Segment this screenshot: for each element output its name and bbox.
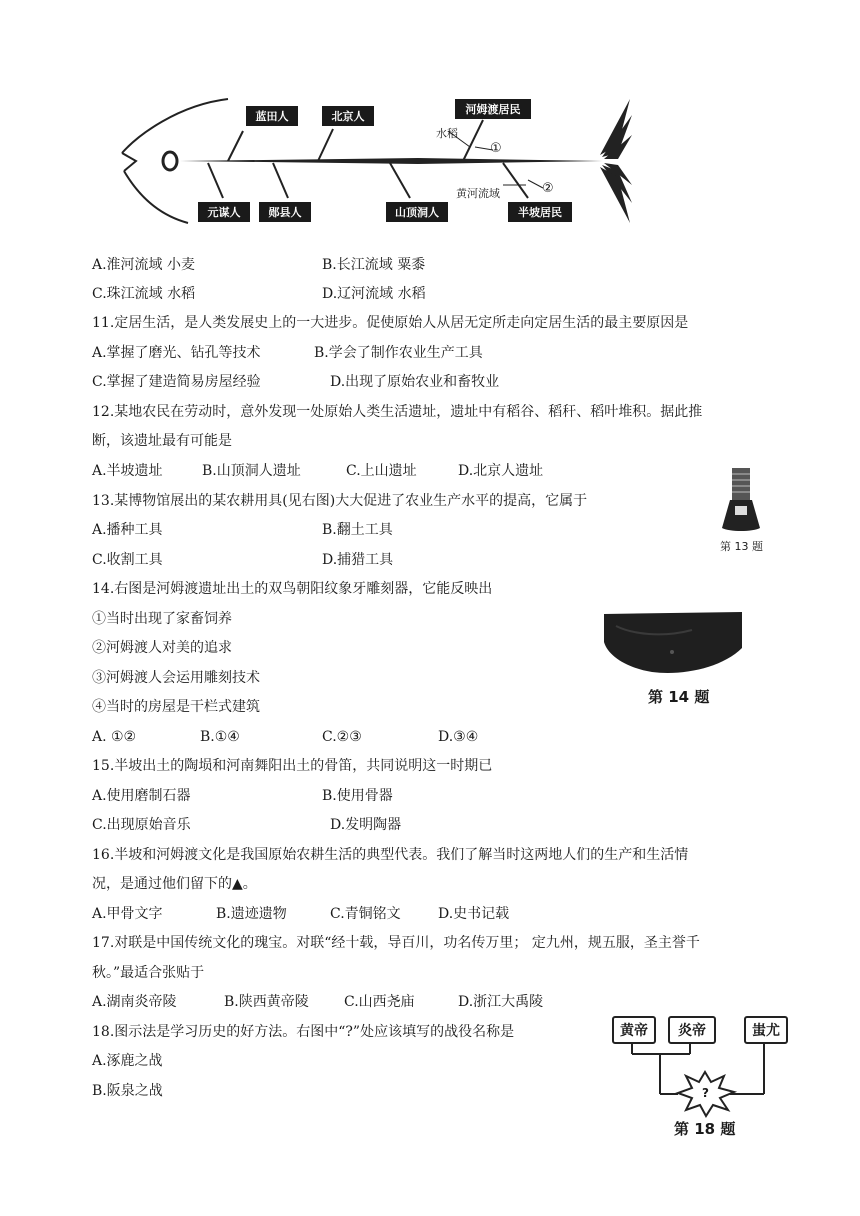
box-chiyou: 蚩尤 bbox=[744, 1016, 788, 1044]
q13-option-c: C.收割工具 bbox=[92, 552, 163, 568]
q12-option-a: A.半坡遗址 bbox=[92, 463, 163, 479]
q11-option-c: C.掌握了建造简易房屋经验 bbox=[92, 374, 261, 390]
q10-option-c: C.珠江流域 水稻 bbox=[92, 286, 196, 302]
q14-stem: 14.右图是河姆渡遗址出土的双鸟朝阳纹象牙雕刻器，它能反映出 bbox=[92, 581, 493, 597]
ivory-carving-image bbox=[602, 608, 744, 678]
label-circle1: ① bbox=[490, 141, 502, 156]
q14-statement-4: ④当时的房屋是干栏式建筑 bbox=[92, 699, 260, 715]
label-shanding: 山顶洞人 bbox=[386, 202, 448, 222]
q11-option-b: B.学会了制作农业生产工具 bbox=[314, 345, 483, 361]
q16-option-c: C.青铜铭文 bbox=[330, 906, 401, 922]
q13-option-b: B.翻土工具 bbox=[322, 522, 393, 538]
label-rice: 水稻 bbox=[436, 127, 458, 140]
q14-statement-2: ②河姆渡人对美的追求 bbox=[92, 640, 232, 656]
q12-stem-line2: 断，该遗址最有可能是 bbox=[92, 433, 232, 449]
q15-option-c: C.出现原始音乐 bbox=[92, 817, 191, 833]
q13-caption: 第 13 题 bbox=[720, 540, 763, 553]
q14-figure bbox=[602, 608, 744, 708]
q13-option-a: A.播种工具 bbox=[92, 522, 163, 538]
fishbone-diagram bbox=[118, 95, 638, 230]
q17-option-d: D.浙江大禹陵 bbox=[458, 994, 544, 1010]
q17-stem-line2: 秋。”最适合张贴于 bbox=[92, 965, 205, 981]
label-yellow-river: 黄河流域 bbox=[456, 187, 500, 200]
q11-option-a: A.掌握了磨光、钻孔等技术 bbox=[92, 345, 261, 361]
label-lantian: 蓝田人 bbox=[246, 106, 298, 126]
q10-option-d: D.辽河流域 水稻 bbox=[322, 286, 426, 302]
q13-figure bbox=[712, 466, 772, 553]
q11-stem: 11.定居生活，是人类发展史上的一大进步。促使原始人从居无定所走向定居生活的最主要原因是 bbox=[92, 315, 689, 331]
q10-option-a: A.淮河流域 小麦 bbox=[92, 257, 196, 273]
q18-option-b: B.阪泉之战 bbox=[92, 1083, 163, 1099]
label-yunxian: 郧县人 bbox=[259, 202, 311, 222]
q14-option-b: B.①④ bbox=[200, 729, 240, 745]
q14-option-a: A. ①② bbox=[92, 729, 137, 745]
q16-option-b: B.遗迹遗物 bbox=[216, 906, 287, 922]
q16-option-d: D.史书记载 bbox=[438, 906, 510, 922]
label-hemudu: 河姆渡居民 bbox=[455, 99, 531, 119]
label-beijing: 北京人 bbox=[322, 106, 374, 126]
q15-option-a: A.使用磨制石器 bbox=[92, 788, 191, 804]
q11-option-d: D.出现了原始农业和畜牧业 bbox=[330, 374, 500, 390]
battle-question-mark: ? bbox=[702, 1086, 709, 1100]
q10-option-b: B.长江流域 粟黍 bbox=[322, 257, 426, 273]
q14-caption: 第 14 题 bbox=[648, 688, 710, 706]
q17-option-c: C.山西尧庙 bbox=[344, 994, 415, 1010]
q18-stem: 18.图示法是学习历史的好方法。右图中“?”处应该填写的战役名称是 bbox=[92, 1024, 515, 1040]
q15-option-b: B.使用骨器 bbox=[322, 788, 393, 804]
q16-stem-line1: 16.半坡和河姆渡文化是我国原始农耕生活的典型代表。我们了解当时这两地人们的生产和生活情 bbox=[92, 847, 689, 863]
q17-option-b: B.陕西黄帝陵 bbox=[224, 994, 309, 1010]
q17-stem-line1: 17.对联是中国传统文化的瑰宝。对联“经十载，导百川，功名传万里； 定九州，规五服，圣主誉千 bbox=[92, 935, 700, 951]
box-huangdi: 黄帝 bbox=[612, 1016, 656, 1044]
q14-option-c: C.②③ bbox=[322, 729, 362, 745]
farming-tool-image bbox=[712, 466, 772, 536]
box-yandi: 炎帝 bbox=[668, 1016, 716, 1044]
q17-option-a: A.湖南炎帝陵 bbox=[92, 994, 177, 1010]
q16-stem-line2: 况，是通过他们留下的▲。 bbox=[92, 876, 257, 892]
q15-option-d: D.发明陶器 bbox=[330, 817, 402, 833]
q18-option-a: A.涿鹿之战 bbox=[92, 1053, 163, 1069]
q14-statement-3: ③河姆渡人会运用雕刻技术 bbox=[92, 670, 260, 686]
q16-option-a: A.甲骨文字 bbox=[92, 906, 163, 922]
label-circle2: ② bbox=[542, 181, 554, 196]
q18-caption: 第 18 题 bbox=[674, 1120, 736, 1138]
q13-stem: 13.某博物馆展出的某农耕用具(见右图)大大促进了农业生产水平的提高，它属于 bbox=[92, 493, 588, 509]
label-banpo: 半坡居民 bbox=[508, 202, 572, 222]
q13-option-d: D.捕猎工具 bbox=[322, 552, 394, 568]
q12-option-b: B.山顶洞人遗址 bbox=[202, 463, 301, 479]
q12-option-d: D.北京人遗址 bbox=[458, 463, 544, 479]
q14-option-d: D.③④ bbox=[438, 729, 479, 745]
q14-statement-1: ①当时出现了家畜饲养 bbox=[92, 611, 232, 627]
q15-stem: 15.半坡出土的陶埙和河南舞阳出土的骨笛，共同说明这一时期已 bbox=[92, 758, 493, 774]
q12-stem-line1: 12.某地农民在劳动时，意外发现一处原始人类生活遗址，遗址中有稻谷、稻秆、稻叶堆积。据此推 bbox=[92, 404, 703, 420]
q18-diagram bbox=[610, 1012, 790, 1140]
q12-option-c: C.上山遗址 bbox=[346, 463, 417, 479]
label-yuanmou: 元谋人 bbox=[198, 202, 250, 222]
